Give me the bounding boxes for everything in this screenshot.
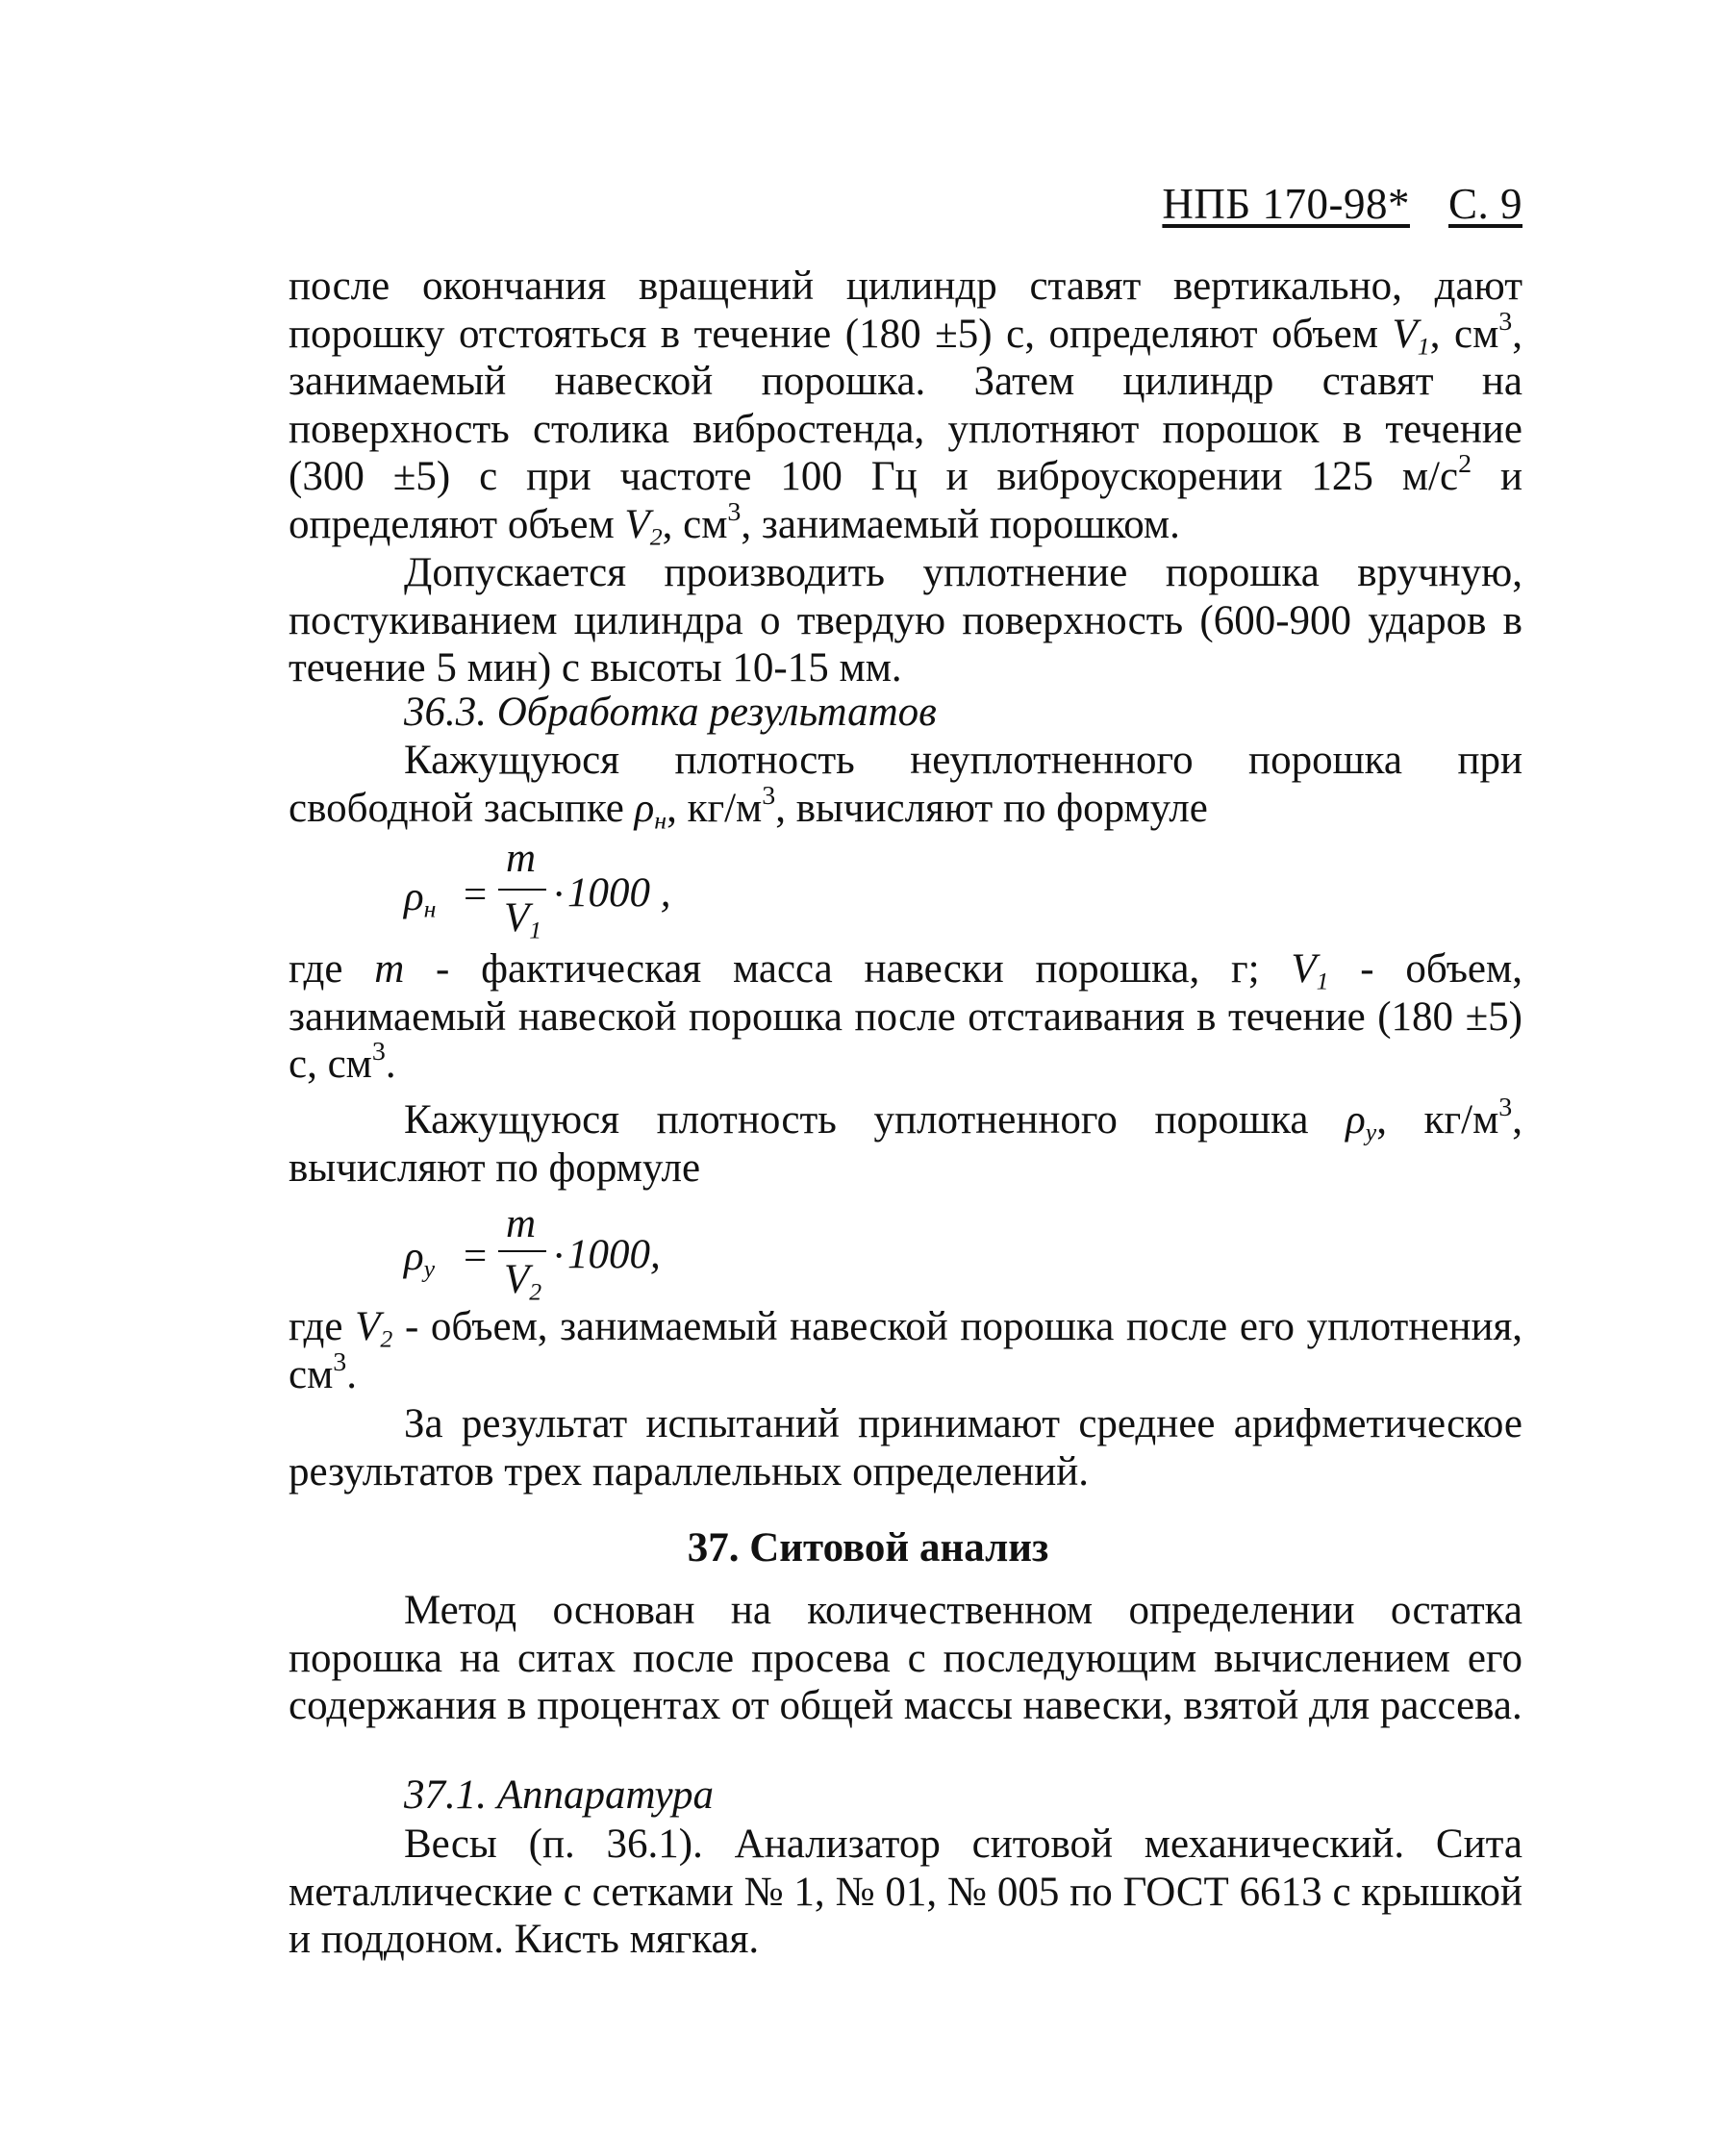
page-number: С. 9 — [1447, 180, 1522, 228]
subsection-heading-37-1: 37.1. Аппаратура — [404, 1772, 715, 1818]
paragraph-result-average: За результат испытаний принимают среднее арифметическое результатов трех параллельных определений. — [289, 1401, 1522, 1495]
fraction-bar — [498, 1250, 546, 1252]
page-header — [1162, 179, 1522, 229]
paragraph-procedure-end: после окончания вращений цилиндр ставят вертикально, дают порошку отстояться в течение (180 ±5) с, определяют объем $V_1$, $см^3$, занимаемый навеской порошка. Затем цилиндр ставят на поверхность столика вибростенда, уплотняют порошок в течение (300 ±5) с при частоте 100 Гц и виброускорении 125 $м/с^2$ и определяют объем $V_2$, $см^3$, занимаемый порошком. — [289, 264, 1522, 551]
document-code: НПБ 170-98* — [1162, 180, 1410, 228]
fraction-bar — [498, 889, 546, 891]
paragraph-manual-compaction: Допускается производить уплотнение порошка вручную, постукиванием цилиндра о твердую поверхность (600-900 ударов в течение 5 мин) с высоты 10-15 мм. — [289, 550, 1522, 691]
formula-loose-density: $\rho_н$ = m $V_1$ · 1000 , — [404, 836, 671, 944]
section-heading-37: 37. Ситовой анализ — [687, 1525, 1049, 1571]
paragraph-compacted-density: Кажущуюся плотность уплотненного порошка $\rho_у$, $кг/м^3$, вычисляют по формуле — [289, 1092, 1523, 1191]
paragraph-bulk-density: Кажущуюся плотность неуплотненного порошка при свободной засыпке $\rho_н$, $кг/м^3$, вычисляют по формуле — [289, 738, 1522, 835]
paragraph-formula2-legend: где $V_2$ - объем, занимаемый навеской порошка после его уплотнения, $см^3$. — [289, 1304, 1523, 1397]
formula-compacted-density: $\rho_у$ = m $V_2$ · 1000, — [404, 1201, 661, 1306]
paragraph-apparatus: Весы (п. 36.1). Анализатор ситовой механический. Сита металлические с сетками № 1, № 01, № 005 по ГОСТ 6613 с крышкой и поддоном. Кисть мягкая. — [289, 1822, 1522, 1962]
paragraph-formula1-legend: где m - фактическая масса навески порошка, г; $V_1$ - объем, занимаемый навеской порошка после отстаивания в течение (180 ±5) с, $см^3$. — [289, 946, 1522, 1087]
subsection-heading-36-3: 36.3. Обработка результатов — [404, 690, 937, 735]
paragraph-method-description: Метод основан на количественном определении остатка порошка на ситах после просева с последующим вычислением его содержания в процентах от общей массы навески, взятой для рассева. — [289, 1588, 1522, 1728]
